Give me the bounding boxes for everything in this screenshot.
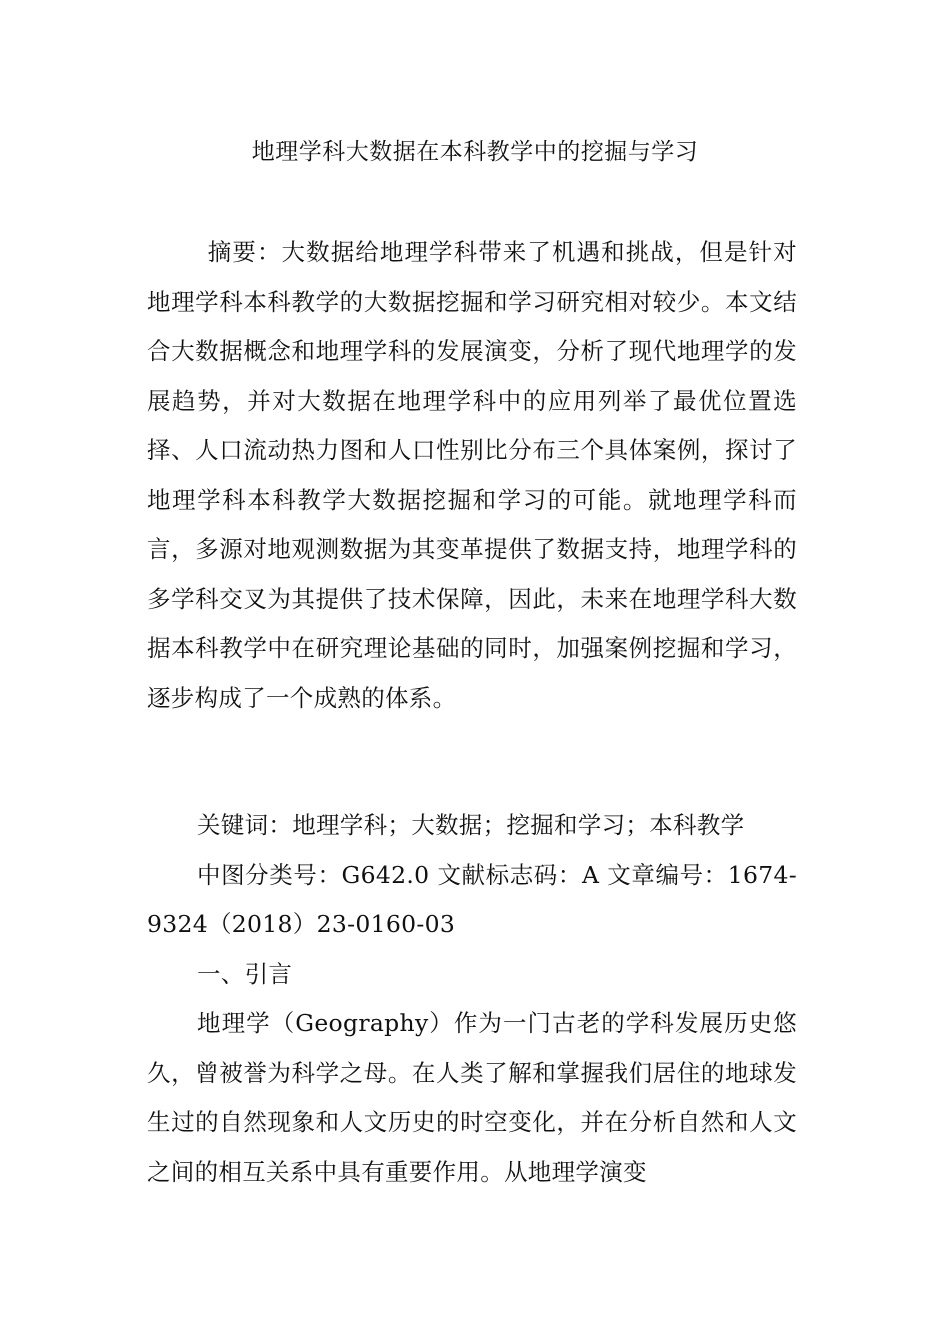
abstract-section <box>147 228 797 723</box>
abstract-label: 摘要： <box>207 238 282 266</box>
abstract-text: 大数据给地理学科带来了机遇和挑战，但是针对地理学科本科教学的大数据挖掘和学习研究相对较少。本文结合大数据概念和地理学科的发展演变，分析了现代地理学的发展趋势，并对大数据在地理学科中的应用列举了最优位置选择、人口流动热力图和人口性别比分布三个具体案例，探讨了地理学科本科教学大数据挖掘和学习的可能。就地理学科而言，多源对地观测数据为其变革提供了数据支持，地理学科的多学科交叉为其提供了技术保障，因此，未来在地理学科大数据本科教学中在研究理论基础的同时，加强案例挖掘和学习，逐步构成了一个成熟的体系。 <box>147 238 797 712</box>
intro-paragraph: 地理学（Geography）作为一门古老的学科发展历史悠久，曾被誉为科学之母。在人类了解和掌握我们居住的地球发生过的自然现象和人文历史的时空变化，并在分析自然和人文之间的相互关系中具有重要作用。从地理学演变 <box>147 1009 797 1186</box>
document-title: 地理学科大数据在本科教学中的挖掘与学习 <box>251 139 699 165</box>
abstract-paragraph <box>147 228 797 723</box>
section-heading: 一、引言 <box>197 959 293 988</box>
main-body <box>147 801 797 1197</box>
classification-line: 中图分类号：G642.0 文献标志码：A 文章编号：1674-9324（2018）23-0160-03 <box>147 860 797 938</box>
keywords-line: 关键词：地理学科；大数据；挖掘和学习；本科教学 <box>197 811 745 839</box>
